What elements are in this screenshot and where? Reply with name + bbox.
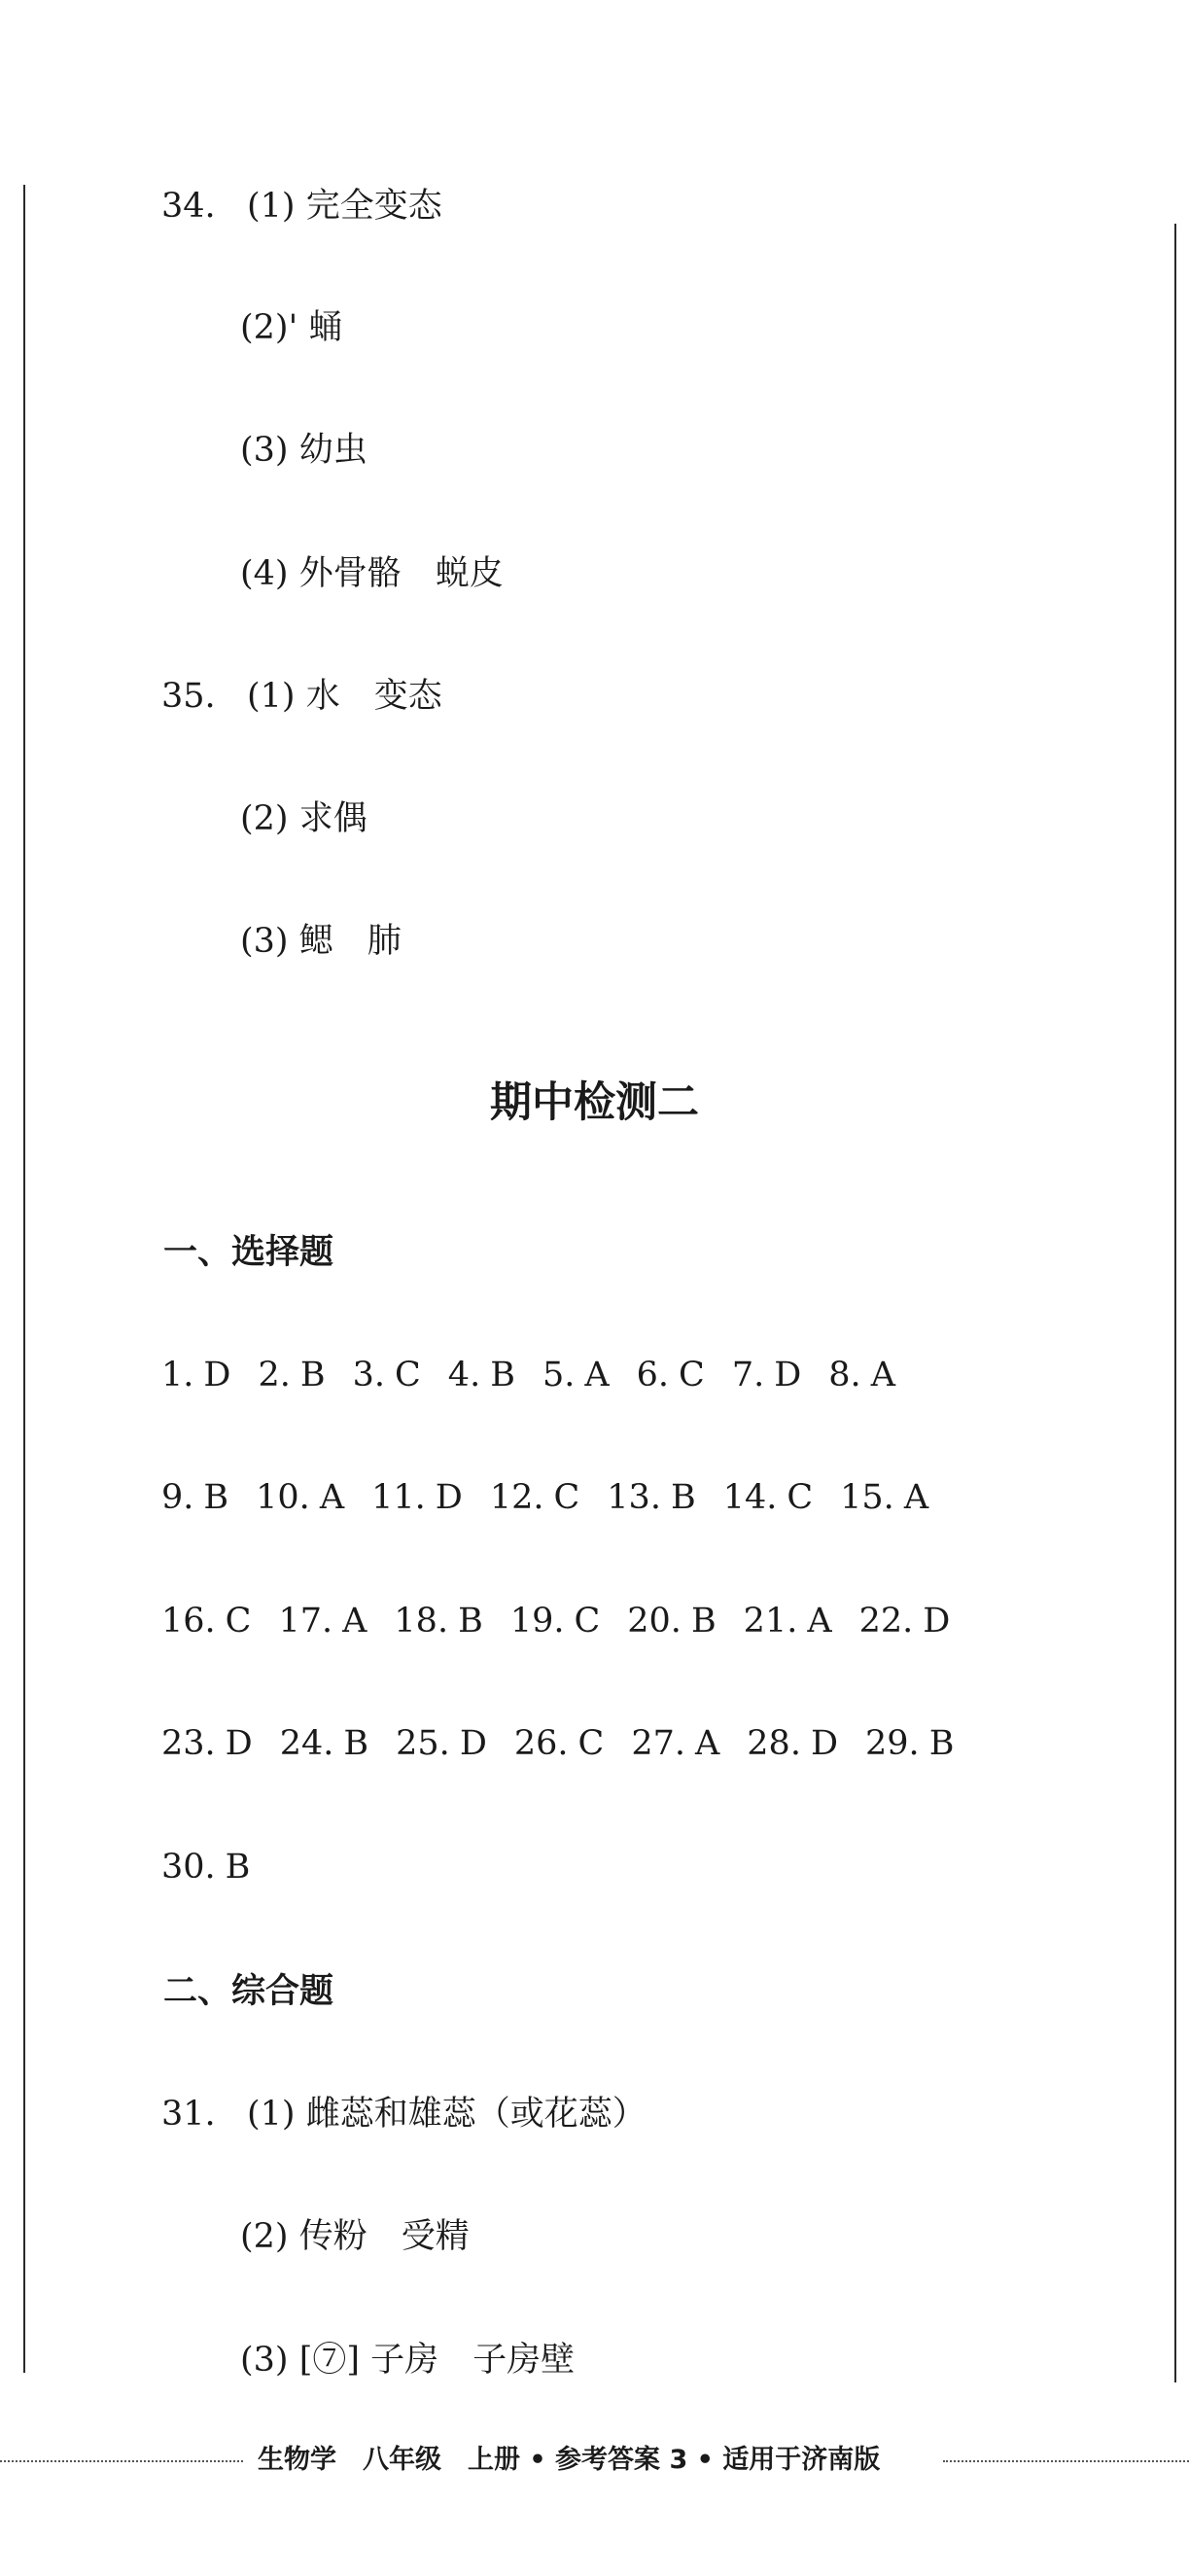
- q35-part3: (3) 鳃 肺: [240, 922, 402, 961]
- choice-number: 7.: [731, 1356, 765, 1394]
- left-margin-line: [23, 185, 25, 2373]
- q34-part2: (2)' 蛹: [240, 308, 343, 347]
- choice-letter: B: [203, 1478, 229, 1517]
- choice-answer: [631, 1724, 719, 1763]
- footer-dotted-rule: [943, 2460, 1189, 2462]
- choice-number: 8.: [828, 1356, 861, 1394]
- choice-number: 12.: [489, 1478, 544, 1517]
- choice-letter: A: [903, 1478, 929, 1517]
- choice-letter: A: [319, 1478, 345, 1517]
- q31-part1: [161, 2095, 647, 2134]
- choice-letter: A: [870, 1356, 895, 1394]
- choice-answer: [371, 1478, 463, 1517]
- choice-number: 3.: [352, 1356, 386, 1394]
- choice-number: 15.: [840, 1478, 894, 1517]
- choice-letter: C: [395, 1356, 421, 1394]
- choice-answer: [865, 1724, 954, 1763]
- choice-letter: C: [574, 1602, 601, 1641]
- choice-answer: [542, 1356, 610, 1394]
- choice-letter: D: [203, 1356, 231, 1394]
- choice-answer: [161, 1724, 253, 1763]
- choice-letter: A: [807, 1602, 832, 1641]
- choice-number: 4.: [447, 1356, 481, 1394]
- section-heading-choice: 一、选择题: [163, 1233, 334, 1272]
- choice-answer: [280, 1724, 368, 1763]
- question-number: 34.: [161, 187, 216, 226]
- choice-number: 11.: [371, 1478, 426, 1517]
- choice-row: [161, 1356, 923, 1394]
- choice-answer: [448, 1356, 515, 1394]
- choice-letter: B: [928, 1724, 955, 1763]
- choice-letter: D: [459, 1724, 487, 1763]
- choice-answer: [744, 1602, 832, 1641]
- choice-number: 2.: [258, 1356, 291, 1394]
- choice-letter: A: [584, 1356, 610, 1394]
- q34-part3: (3) 幼虫: [240, 431, 367, 470]
- choice-letter: C: [225, 1602, 252, 1641]
- choice-number: 18.: [394, 1602, 449, 1641]
- choice-letter: D: [774, 1356, 802, 1394]
- choice-answer: [607, 1478, 695, 1517]
- choice-number: 13.: [607, 1478, 661, 1517]
- choice-answer: [256, 1478, 344, 1517]
- choice-number: 25.: [396, 1724, 450, 1763]
- q34-part1: [161, 187, 442, 226]
- choice-letter: B: [690, 1602, 717, 1641]
- choice-letter: B: [458, 1602, 483, 1641]
- choice-number: 27.: [631, 1724, 685, 1763]
- choice-number: 19.: [509, 1602, 565, 1641]
- choice-number: 5.: [542, 1356, 576, 1394]
- choice-number: 24.: [279, 1724, 334, 1763]
- choice-number: 20.: [627, 1602, 682, 1641]
- q35-part1: [161, 677, 442, 716]
- choice-answer: [859, 1602, 951, 1641]
- choice-answer: [723, 1478, 813, 1517]
- q34-part4: (4) 外骨骼 蜕皮: [240, 554, 504, 593]
- q31-part3: (3) [⑦] 子房 子房壁: [240, 2341, 576, 2380]
- choice-letter: C: [787, 1478, 814, 1517]
- choice-answer: [637, 1356, 705, 1394]
- choice-answer: [840, 1478, 928, 1517]
- choice-letter: B: [670, 1478, 696, 1517]
- answer-text: (1) 雌蕊和雄蕊（或花蕊）: [247, 2095, 647, 2134]
- choice-number: 6.: [636, 1356, 670, 1394]
- section-heading-comprehensive: 二、综合题: [163, 1972, 334, 2011]
- question-number: 31.: [161, 2095, 216, 2134]
- choice-answer: [396, 1724, 487, 1763]
- answer-text: (1) 完全变态: [247, 187, 442, 226]
- choice-number: 26.: [513, 1724, 569, 1763]
- choice-answer: [510, 1602, 600, 1641]
- choice-number: 9.: [161, 1478, 194, 1517]
- choice-number: 21.: [743, 1602, 798, 1641]
- choice-number: 1.: [161, 1356, 194, 1394]
- choice-answer: [747, 1724, 838, 1763]
- choice-answer: [394, 1602, 482, 1641]
- choice-answer: [258, 1356, 325, 1394]
- q31-part2: (2) 传粉 受精: [240, 2217, 470, 2256]
- question-number: 35.: [161, 677, 216, 716]
- choice-letter: D: [923, 1602, 951, 1641]
- choice-answer: [732, 1356, 801, 1394]
- choice-answer: [627, 1602, 716, 1641]
- choice-row: [161, 1478, 956, 1517]
- choice-answer: [278, 1602, 367, 1641]
- footer-text: 生物学 八年级 上册 • 参考答案 3 • 适用于济南版: [258, 2445, 881, 2475]
- choice-answer: [161, 1356, 230, 1394]
- choice-answer: [161, 1478, 228, 1517]
- choice-letter: B: [343, 1724, 369, 1763]
- answer-text: (1) 水 变态: [247, 677, 442, 716]
- choice-answer: [828, 1356, 895, 1394]
- choice-letter: A: [695, 1724, 720, 1763]
- choice-letter: B: [490, 1356, 515, 1394]
- choice-answer: [514, 1724, 604, 1763]
- choice-row: [161, 1602, 977, 1641]
- choice-number: 10.: [256, 1478, 310, 1517]
- choice-row: [161, 1724, 981, 1763]
- choice-number: 28.: [747, 1724, 801, 1763]
- choice-letter: B: [225, 1848, 251, 1887]
- choice-number: 30.: [161, 1848, 216, 1887]
- choice-letter: D: [435, 1478, 463, 1517]
- choice-number: 23.: [161, 1724, 216, 1763]
- choice-number: 17.: [278, 1602, 333, 1641]
- footer-dotted-rule: [0, 2460, 243, 2462]
- page-title: 期中检测二: [490, 1078, 699, 1127]
- choice-letter: C: [553, 1478, 580, 1517]
- choice-row: [161, 1848, 277, 1887]
- choice-letter: C: [679, 1356, 705, 1394]
- choice-answer: [161, 1602, 251, 1641]
- choice-number: 22.: [858, 1602, 914, 1641]
- choice-letter: D: [810, 1724, 839, 1763]
- choice-answer: [161, 1848, 250, 1887]
- right-margin-line: [1174, 224, 1176, 2382]
- choice-letter: C: [577, 1724, 605, 1763]
- choice-number: 29.: [865, 1724, 920, 1763]
- q35-part2: (2) 求偶: [240, 799, 367, 838]
- choice-number: 14.: [722, 1478, 778, 1517]
- page-footer: [0, 2441, 1189, 2480]
- choice-number: 16.: [161, 1602, 216, 1641]
- choice-letter: A: [342, 1602, 367, 1641]
- choice-letter: D: [225, 1724, 253, 1763]
- choice-answer: [353, 1356, 421, 1394]
- choice-answer: [490, 1478, 579, 1517]
- choice-letter: B: [299, 1356, 326, 1394]
